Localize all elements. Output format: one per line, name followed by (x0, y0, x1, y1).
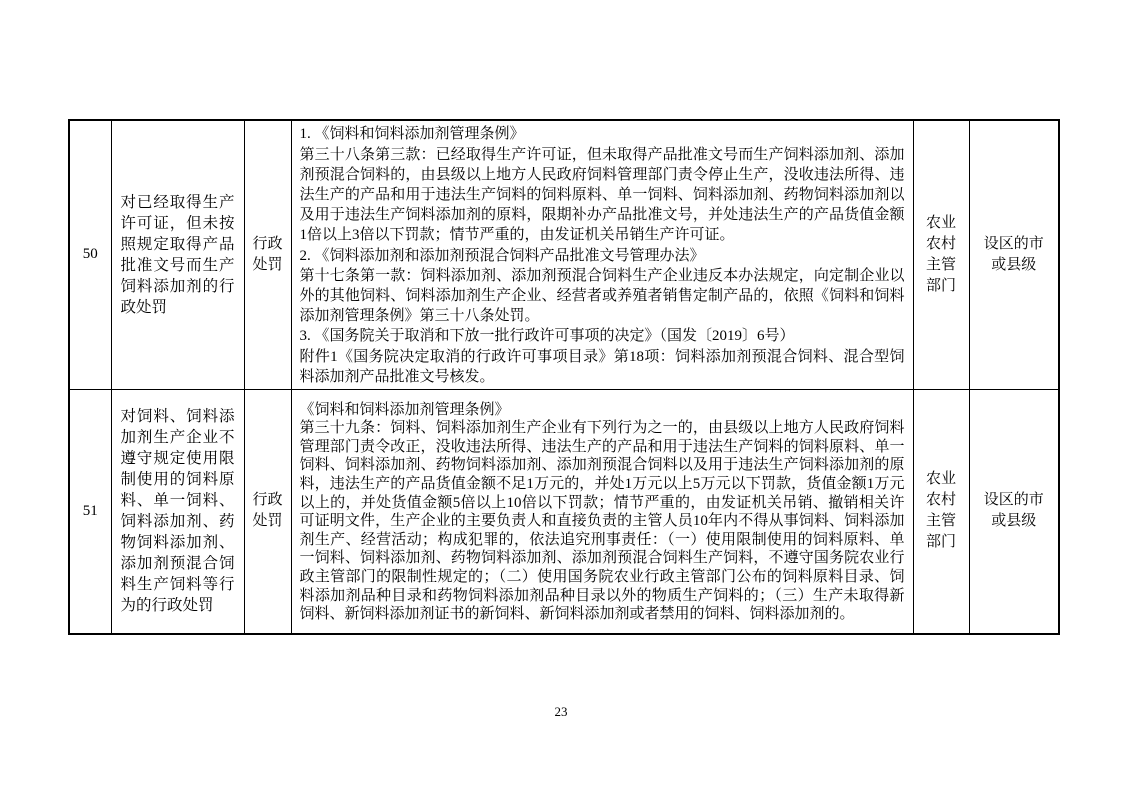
item-description-cell (111, 389, 244, 634)
level: 设区的市或县级 (983, 492, 1044, 530)
row-number-cell (69, 120, 111, 389)
legal-basis-paragraph: 附件1《国务院决定取消的行政许可事项目录》第18项：饲料添加剂预混合饲料、混合型饲料添加剂产品批准文号核发。 (299, 348, 905, 385)
table-row-50 (69, 120, 1059, 389)
row-number: 50 (82, 246, 98, 263)
department-cell (913, 120, 969, 389)
legal-basis-paragraph: 《饲料和饲料添加剂管理条例》 (299, 401, 510, 418)
penalty-type: 行政处罚 (252, 235, 283, 273)
item-description-cell (111, 120, 244, 389)
row-number: 51 (82, 502, 98, 519)
penalty-type-cell (244, 120, 291, 389)
legal-basis-paragraph: 第十七条第一款：饲料添加剂、添加剂预混合饲料生产企业违反本办法规定，向定制企业以外的其他饲料、饲料添加剂生产企业、经营者或养殖者销售定制产品的，依照《饲料和饲料添加剂管理条例》第三十八条处罚。 (299, 267, 905, 325)
legal-basis-paragraph: 3. 《国务院关于取消和下放一批行政许可事项的决定》（国发〔2019〕6号） (299, 328, 795, 345)
department: 农业农村主管部门 (926, 471, 957, 551)
legal-basis-paragraph: 2. 《饲料添加剂和添加剂预混合饲料产品批准文号管理办法》 (299, 247, 705, 264)
department-cell (913, 389, 969, 634)
penalty-table (68, 119, 1060, 635)
table-row-51 (69, 389, 1059, 634)
penalty-type: 行政处罚 (252, 492, 283, 530)
item-description: 对饲料、饲料添加剂生产企业不遵守规定使用限制使用的饲料原料、单一饲料、饲料添加剂、药物饲料添加剂、添加剂预混合饲料生产饲料等行为的行政处罚 (120, 408, 235, 615)
legal-basis-paragraph: 第三十九条：饲料、饲料添加剂生产企业有下列行为之一的，由县级以上地方人民政府饲料管理部门责令改正，没收违法所得、违法生产的产品和用于违法生产饲料的饲料原料、单一饲料、饲料添加剂、药物饲料添加剂、添加剂预混合饲料以及用于违法生产饲料添加剂的原料，违法生产的产品货值金额不足1万元的，并处1万元以上5万元以下罚款，货值金额1万元以上的，并处货值金额5倍以上10倍以下罚款；情节严重的，由发证机关吊销、撤销相关许可证明文件，生产企业的主要负责人和直接负责的主管人员10年内不得从事饲料、饲料添加剂生产、经营活动；构成犯罪的，依法追究刑事责任：（一）使用限制使用的饲料原料、单一饲料、饲料添加剂、药物饲料添加剂、添加剂预混合饲料生产饲料，不遵守国务院农业行政主管部门的限制性规定的；（二）使用国务院农业行政主管部门公布的饲料原料目录、饲料添加剂品种目录和药物饲料添加剂品种目录以外的物质生产饲料的；（三）生产未取得新饲料、新饲料添加剂证书的新饲料、新饲料添加剂或者禁用的饲料、饲料添加剂的。 (299, 420, 905, 623)
item-description: 对已经取得生产许可证，但未按照规定取得产品批准文号而生产饲料添加剂的行政处罚 (120, 193, 235, 316)
legal-basis-paragraph: 第三十八条第三款：已经取得生产许可证，但未取得产品批准文号而生产饲料添加剂、添加剂预混合饲料的，由县级以上地方人民政府饲料管理部门责令停止生产，没收违法所得、违法生产的产品和用于违法生产饲料的饲料原料、单一饲料、饲料添加剂、药物饲料添加剂以及用于违法生产饲料添加剂的原料，限期补办产品批准文号，并处违法生产的产品货值金额1倍以上3倍以下罚款；情节严重的，由发证机关吊销生产许可证。 (299, 146, 905, 244)
legal-basis-cell (291, 120, 913, 389)
level-cell (969, 120, 1059, 389)
department: 农业农村主管部门 (926, 214, 957, 294)
level: 设区的市或县级 (983, 235, 1044, 273)
row-number-cell (69, 389, 111, 634)
page-number: 23 (554, 704, 568, 719)
legal-basis-cell (291, 389, 913, 634)
legal-basis-paragraph: 1. 《饲料和饲料添加剂管理条例》 (299, 126, 525, 143)
penalty-type-cell (244, 389, 291, 634)
level-cell (969, 389, 1059, 634)
